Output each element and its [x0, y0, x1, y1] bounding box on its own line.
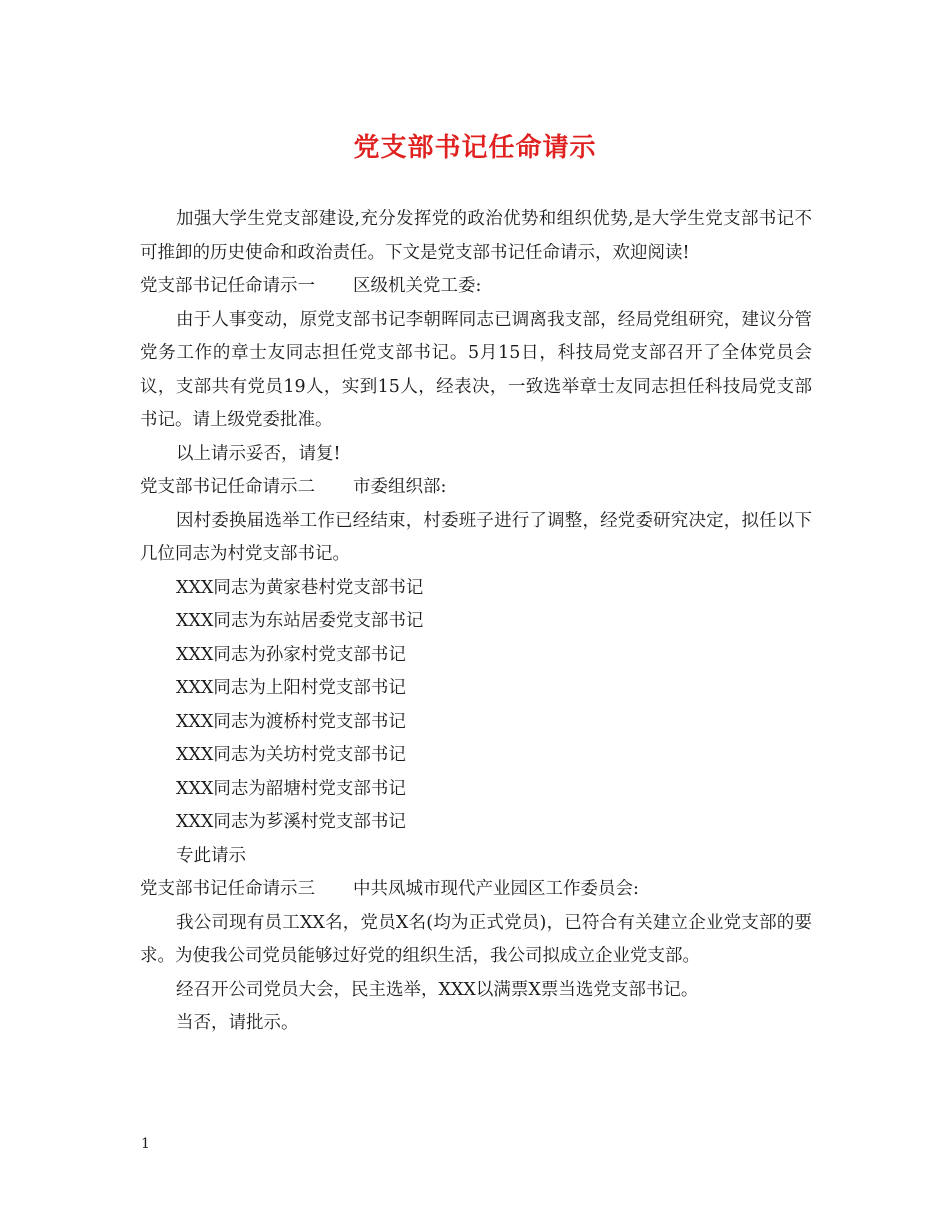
page-number: 1 [141, 1136, 150, 1152]
section-1-addressee: 区级机关党工委: [353, 276, 482, 296]
section-2-paragraph-1: 因村委换届选举工作已经结束，村委班子进行了调整，经党委研究决定，拟任以下几位同志为村党支部书记。 [140, 510, 812, 564]
section-3-paragraph-1: 我公司现有员工XX名，党员X名(均为正式党员)，已符合有关建立企业党支部的要求。为使我公司党员能够过好党的组织生活，我公司拟成立企业党支部。 [140, 912, 812, 966]
appointment-list-item: XXX同志为芗溪村党支部书记 [176, 812, 406, 832]
section-3-heading: 党支部书记任命请示三 [140, 879, 315, 899]
intro-paragraph: 加强大学生党支部建设,充分发挥党的政治优势和组织优势,是大学生党支部书记不可推卸的历史使命和政治责任。下文是党支部书记任命请示，欢迎阅读! [140, 209, 812, 263]
appointment-list-item: XXX同志为上阳村党支部书记 [176, 678, 406, 698]
section-1-paragraph-2: 以上请示妥否，请复! [176, 443, 341, 464]
document-title: 党支部书记任命请示 [353, 133, 597, 163]
section-3-paragraph-3: 当否，请批示。 [176, 1013, 299, 1033]
appointment-list-item: XXX同志为关坊村党支部书记 [176, 745, 406, 765]
appointment-list-item: XXX同志为渡桥村党支部书记 [176, 711, 406, 732]
section-3-paragraph-2: 经召开公司党员大会，民主选举，XXX以满票X票当选党支部书记。 [176, 979, 699, 1000]
section-2-heading: 党支部书记任命请示二 [140, 477, 315, 497]
section-2-heading-line [140, 471, 812, 505]
section-3-heading-line [140, 873, 812, 907]
section-1-paragraph-1: 由于人事变动，原党支部书记李朝晖同志已调离我支部，经局党组研究，建议分管党务工作的章士友同志担任党支部书记。5月15日，科技局党支部召开了全体党员会议，支部共有党员19人，实到15人，经表决，一致选举章士友同志担任科技局党支部书记。请上级党委批准。 [140, 309, 812, 430]
appointment-list-item: XXX同志为韶塘村党支部书记 [176, 778, 406, 799]
section-1-heading: 党支部书记任命请示一 [140, 276, 315, 296]
section-2-closing: 专此请示 [176, 845, 246, 866]
section-1-heading-line [140, 270, 812, 304]
appointment-list-item: XXX同志为黄家巷村党支部书记 [176, 577, 424, 598]
appointment-list-item: XXX同志为孙家村党支部书记 [176, 644, 406, 665]
appointment-list-item: XXX同志为东站居委党支部书记 [176, 611, 424, 631]
section-2-addressee: 市委组织部: [353, 477, 447, 497]
section-3-addressee: 中共凤城市现代产业园区工作委员会: [353, 879, 639, 899]
document-body [140, 203, 812, 1041]
